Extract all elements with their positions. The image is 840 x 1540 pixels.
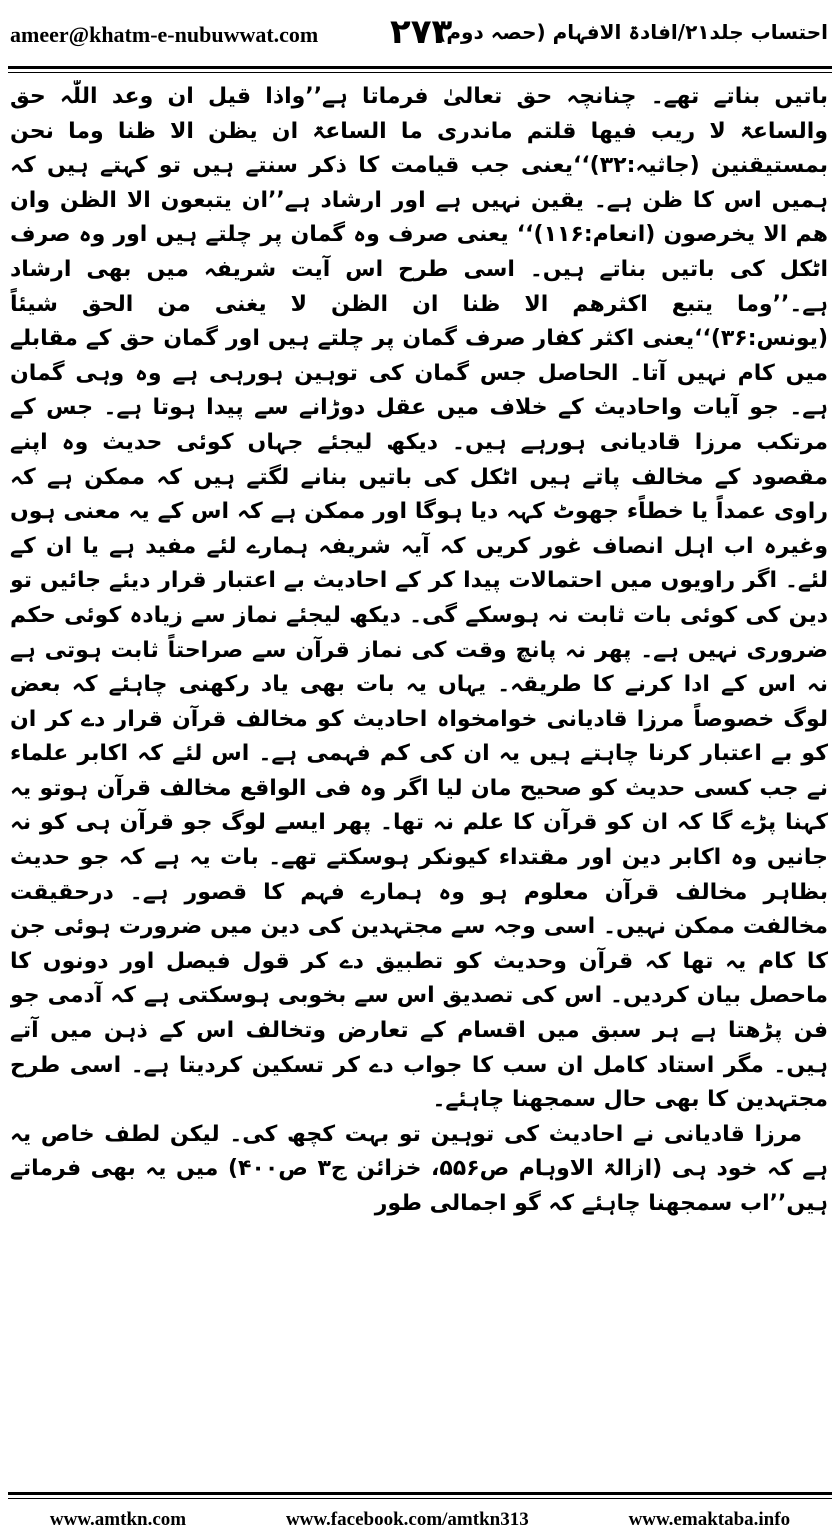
body-paragraph-2: مرزا قادیانی نے احادیث کی توہین تو بہت کچھ کی۔ لیکن لطف خاص یہ ہے کہ خود ہی (ازالۃ الاوہام ص۵۵۶، خزائن ج۳ ص۴۰۰) میں یہ بھی فرماتے ہیں’’اب سمجھنا چاہئے کہ گو اجمالی طور: [10, 1121, 828, 1216]
page-body: [10, 80, 828, 1480]
page-footer: [0, 1500, 840, 1540]
book-title: احتساب جلد۲۱/افادۃ الافہام (حصہ دوم): [437, 20, 828, 44]
header-rule: [8, 66, 832, 73]
footer-rule: [8, 1492, 832, 1499]
body-paragraph-1: باتیں بناتے تھے۔ چنانچہ حق تعالیٰ فرماتا ہے’’واذا قیل ان وعد اللّٰہ حق والساعۃ لا ریب فیھا قلتم ماندری ما الساعۃ ان یظن الا ظنا وما نحن بمستیقنین (جاثیہ:۳۲)‘‘یعنی جب قیامت کا ذکر سنتے ہیں تو کہتے ہیں کہ ہمیں اس کا ظن ہے۔ یقین نہیں ہے اور ارشاد ہے’’ان یتبعون الا الظن وان ھم الا یخرصون (انعام:۱۱۶)‘‘ یعنی صرف وہ گمان پر چلتے ہیں اور وہ صرف اٹکل کی باتیں بناتے ہیں۔ اسی طرح اس آیت شریفہ میں بھی ارشاد ہے۔’’وما یتبع اکثرھم الا ظنا ان الظن لا یغنی من الحق شیئاً (یونس:۳۶)‘‘یعنی اکثر کفار صرف گمان پر چلتے ہیں اور گمان حق کے مقابلے میں کام نہیں آتا۔ الحاصل جس گمان کی توہین ہورہی ہے وہ وہی گمان ہے۔ جو آیات واحادیث کے خلاف میں عقل دوڑانے سے پیدا ہوتا ہے۔ جس کے مرتکب مرزا قادیانی ہورہے ہیں۔ دیکھ لیجئے جہاں کوئی حدیث وہ اپنے مقصود کے مخالف پاتے ہیں اٹکل کی باتیں بنانے لگتے ہیں کہ ممکن ہے کہ راوی عمداً یا خطاًء جھوٹ کہہ دیا ہوگا اور ممکن ہے کہ اس کے یہ معنی ہوں وغیرہ اب اہل انصاف غور کریں کہ آیہ شریفہ ہمارے لئے مفید ہے یا ان کے لئے۔ اگر راویوں میں احتمالات پیدا کر کے احادیث بے اعتبار قرار دیئے جائیں تو دین کی کوئی بات ثابت نہ ہوسکے گی۔ دیکھ لیجئے نماز سے زیادہ کوئی حکم ضروری نہیں ہے۔ پھر نہ پانچ وقت کی نماز قرآن سے صراحتاً ثابت ہوتی ہے نہ اس کے ادا کرنے کا طریقہ۔ یہاں یہ بات بھی یاد رکھنی چاہئے کہ بعض لوگ خصوصاً مرزا قادیانی خوامخواہ احادیث کو مخالف قرآن قرار دے کر ان کو بے اعتبار کرنا چاہتے ہیں یہ ان کی کم فہمی ہے۔ اس لئے کہ اکابر علماء نے جب کسی حدیث کو صحیح مان لیا اگر وہ فی الواقع مخالف قرآن ہوتو یہ کہنا پڑے گا کہ ان کو قرآن کا علم نہ تھا۔ پھر ایسے لوگ جو قرآن ہی کو نہ جانیں وہ اکابر دین اور مقتداء کیونکر ہوسکتے تھے۔ بات یہ ہے کہ جو حدیث بظاہر مخالف قرآن معلوم ہو وہ ہمارے فہم کا قصور ہے۔ درحقیقت مخالفت ممکن نہیں۔ اسی وجہ سے مجتہدین کی دین میں ضرورت ہوئی جن کا کام یہ تھا کہ قرآن وحدیث کو تطبیق دے کر قول فیصل اور دونوں کا ماحصل بیان کردیں۔ اس کی تصدیق اس سے بخوبی ہوسکتی ہے کہ آدمی جو فن پڑھتا ہے ہر سبق میں اقسام کے تعارض وتخالف اس کے ذہن میں آتے ہیں۔ مگر استاد کامل ان سب کا جواب دے کر تسکین کردیتا ہے۔ اسی طرح مجتہدین کا بھی حال سمجھنا چاہئے۔: [10, 84, 828, 1113]
page-number: ۲۷۳: [390, 12, 453, 52]
footer-link-facebook[interactable]: www.facebook.com/amtkn313: [285, 1509, 529, 1530]
header-email: ameer@khatm-e-nubuwwat.com: [10, 22, 319, 47]
page-header: [0, 0, 840, 72]
footer-link-amtkn[interactable]: www.amtkn.com: [49, 1509, 187, 1530]
footer-link-emaktaba[interactable]: www.emaktaba.info: [628, 1509, 791, 1530]
